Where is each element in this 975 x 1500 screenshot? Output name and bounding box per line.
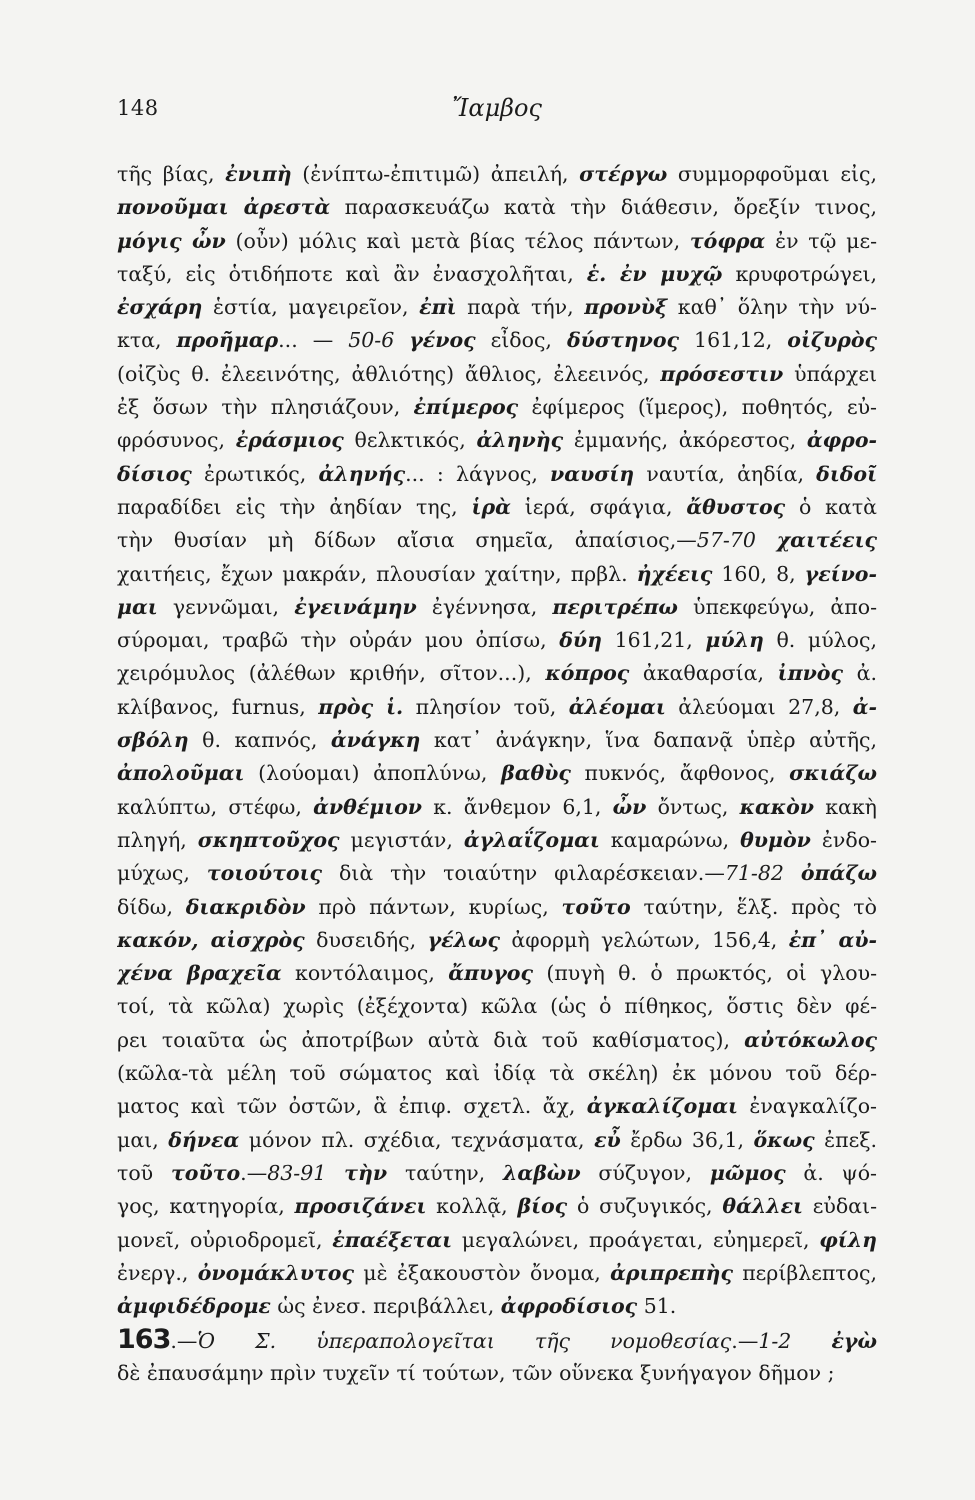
text-line: χειρόμυλος (ἀλέθων κριθήν, σῖτον...), κόπρος ἀκαθαρσία, ἰπνὸς ἀ. bbox=[117, 661, 877, 686]
text-line: 163.—Ὁ Σ. ὑπεραπολογεῖται τῆς νομοθεσίας.—1-2 ἐγὼ bbox=[117, 1324, 877, 1356]
text-line: δίδω, διακριδὸν πρὸ πάντων, κυρίως, τοῦτο ταύτην, ἕλξ. πρὸς τὸ bbox=[117, 894, 877, 919]
text-line: τοῦ τοῦτο.—83-91 τὴν ταύτην, λαβὼν σύζυγον, μῶμος ἀ. ψό- bbox=[117, 1160, 877, 1185]
text-line: φρόσυνος, ἐράσμιος θελκτικός, ἀληνὴς ἐμμανής, ἀκόρεστος, ἀφρο- bbox=[117, 428, 877, 453]
page-header bbox=[117, 96, 877, 126]
text-line: καλύπτω, στέφω, ἀνθέμιον κ. ἄνθεμον 6,1, ὦν ὄντως, κακὸν κακὴ bbox=[117, 794, 877, 819]
text-line: (κῶλα-τὰ μέλη τοῦ σώματος καὶ ἰδίᾳ τὰ σκέλη) ἐκ μόνου τοῦ δέρ- bbox=[117, 1061, 877, 1086]
text-line: δὲ ἐπαυσάμην πρὶν τυχεῖν τί τούτων, τῶν οὕνεκα ξυνήγαγον δῆμον ; bbox=[117, 1360, 835, 1385]
text-line: δίσιος ἐρωτικός, ἀληνής... : λάγνος, ναυσίη ναυτία, ἀηδία, διδοῖ bbox=[117, 461, 877, 486]
text-line: ματος καὶ τῶν ὀστῶν, ἃ ἐπιφ. σχετλ. ἄχ, ἀγκαλίζομαι ἐναγκαλίζο- bbox=[117, 1094, 877, 1119]
text-line: ἐσχάρη ἑστία, μαγειρεῖον, ἐπὶ παρὰ τήν, προνὺξ καθ᾽ ὅλην τὴν νύ- bbox=[117, 295, 877, 320]
text-line: κακόν, αἰσχρὸς δυσειδής, γέλως ἀφορμὴ γελώτων, 156,4, ἐπ᾽ αὐ- bbox=[117, 927, 877, 952]
text-line: πονοῦμαι ἀρεστὰ παρασκευάζω κατὰ τὴν διάθεσιν, ὄρεξίν τινος, bbox=[117, 195, 877, 220]
text-line: ἐνεργ., ὀνομάκλυτος μὲ ἐξακουστὸν ὄνομα, ἀριπρεπὴς περίβλεπτος, bbox=[117, 1260, 877, 1285]
text-line: ἀμφιδέδρομε ὡς ἐνεσ. περιβάλλει, ἀφροδίσιος 51. bbox=[117, 1294, 677, 1319]
text-line: ταξύ, εἰς ὁτιδήποτε καὶ ἂν ἐνασχολῆται, ἑ. ἐν μυχῷ κρυφοτρώγει, bbox=[117, 261, 877, 286]
text-line: σύρομαι, τραβῶ τὴν οὐράν μου ὀπίσω, δύη 161,21, μύλη θ. μύλος, bbox=[117, 628, 877, 653]
text-line: κτα, προῆμαρ... — 50-6 γένος εἶδος, δύστηνος 161,12, οἰζυρὸς bbox=[117, 328, 877, 353]
text-line: σβόλη θ. καπνός, ἀνάγκη κατ᾽ ἀνάγκην, ἵνα δαπανᾷ ὑπὲρ αὐτῆς, bbox=[117, 728, 877, 753]
text-line: τὴν θυσίαν μὴ δίδων αἴσια σημεῖα, ἀπαίσιος,—57-70 χαιτέεις bbox=[117, 528, 877, 553]
text-line: παραδίδει εἰς τὴν ἀηδίαν της, ἱρὰ ἱερά, σφάγια, ἄθυστος ὁ κατὰ bbox=[117, 494, 877, 519]
text-line: μαι γεννῶμαι, ἐγεινάμην ἐγέννησα, περιτρέπω ὑπεκφεύγω, ἀπο- bbox=[117, 594, 877, 619]
text-line: ρει τοιαῦτα ὡς ἀποτρίβων αὐτὰ διὰ τοῦ καθίσματος), αὐτόκωλος bbox=[117, 1027, 877, 1052]
text-line: χένα βραχεῖα κοντόλαιμος, ἄπυγος (πυγὴ θ. ὁ πρωκτός, οἱ γλου- bbox=[117, 961, 877, 986]
text-line: μαι, δήνεα μόνον πλ. σχέδια, τεχνάσματα, εὖ ἔρδω 36,1, ὅκως ἐπεξ. bbox=[117, 1127, 877, 1152]
text-line: κλίβανος, furnus, πρὸς ἱ. πλησίον τοῦ, ἀλέομαι ἀλεύομαι 27,8, ἀ- bbox=[117, 694, 877, 719]
text-line: μόγις ὦν (οὖν) μόλις καὶ μετὰ βίας τέλος πάντων, τόφρα ἐν τῷ με- bbox=[117, 228, 877, 253]
commentary-text bbox=[117, 158, 877, 1390]
running-title: Ἴαμβος bbox=[452, 94, 542, 122]
text-line: μύχως, τοιούτοις διὰ τὴν τοιαύτην φιλαρέσκειαν.—71-82 ὀπάζω bbox=[117, 861, 877, 886]
text-line: πληγή, σκηπτοῦχος μεγιστάν, ἀγλαΐζομαι καμαρώνω, θυμὸν ἐνδο- bbox=[117, 827, 877, 852]
text-line: ἐξ ὅσων τὴν πλησιάζουν, ἐπίμερος ἐφίμερος (ἵμερος), ποθητός, εὐ- bbox=[117, 395, 877, 420]
page-number: 148 bbox=[117, 96, 159, 120]
text-line: τοί, τὰ κῶλα) χωρὶς (ἐξέχοντα) κῶλα (ὡς ὁ πίθηκος, ὅστις δὲν φέ- bbox=[117, 994, 877, 1019]
text-line: γος, κατηγορία, προσιζάνει κολλᾷ, βίος ὁ συζυγικός, θάλλει εὐδαι- bbox=[117, 1194, 877, 1219]
text-line: χαιτήεις, ἔχων μακράν, πλουσίαν χαίτην, πρβλ. ἠχέεις 160, 8, γείνο- bbox=[117, 561, 877, 586]
text-line: τῆς βίας, ἐνιπὴ (ἐνίπτω-ἐπιτιμῶ) ἀπειλή, στέργω συμμορφοῦμαι εἰς, bbox=[117, 162, 877, 186]
text-line: μονεῖ, οὐριοδρομεῖ, ἐπαέξεται μεγαλώνει, προάγεται, εὐημερεῖ, φίλη bbox=[117, 1227, 877, 1252]
text-line: ἀπολοῦμαι (λούομαι) ἀποπλύνω, βαθὺς πυκνός, ἄφθονος, σκιάζω bbox=[117, 761, 877, 786]
text-line: (οἰζὺς θ. ἐλεεινότης, ἀθλιότης) ἄθλιος, ἐλεεινός, πρόσεστιν ὑπάρχει bbox=[117, 361, 877, 386]
